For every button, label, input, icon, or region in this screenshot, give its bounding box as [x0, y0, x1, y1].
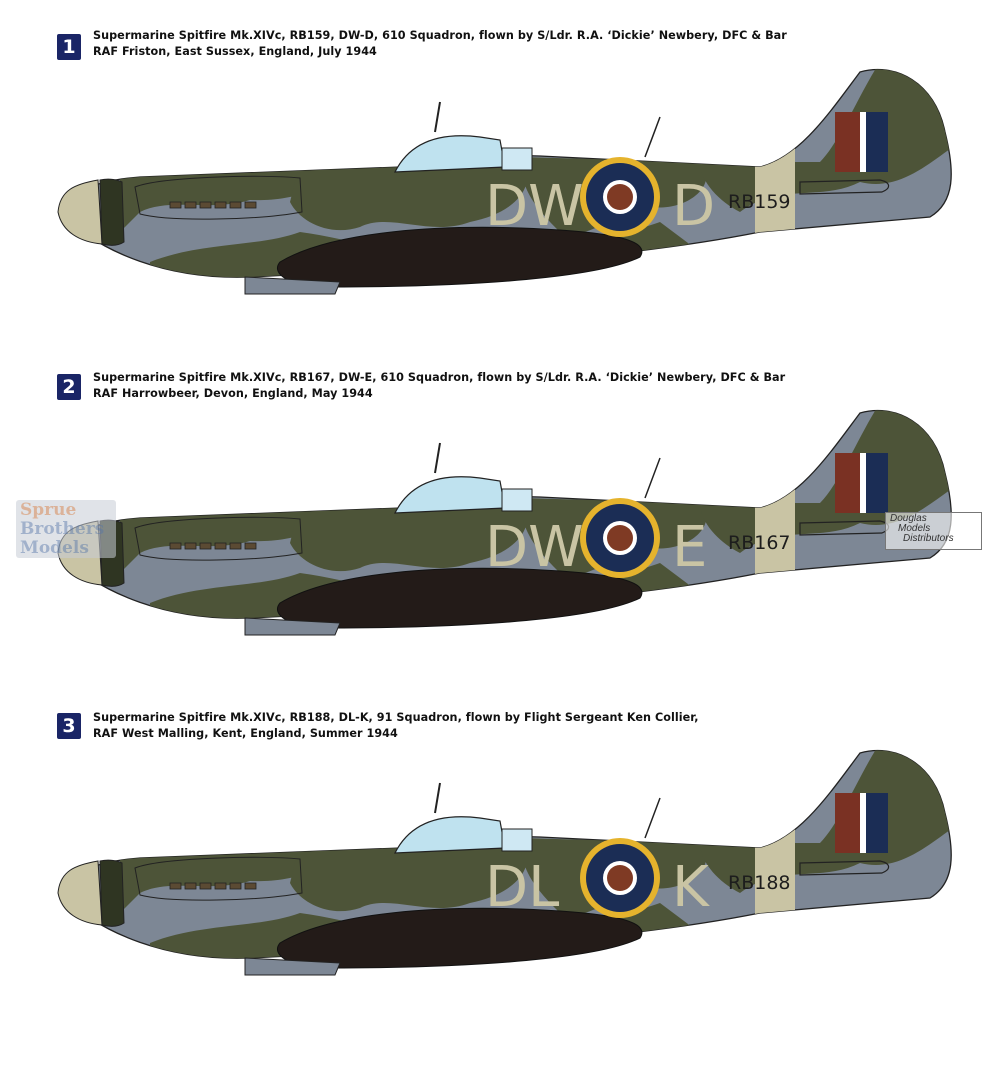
exhaust-stub [185, 543, 196, 549]
individual-aircraft-letter: E [672, 515, 708, 580]
serial-number: RB188 [728, 872, 791, 894]
spitfire-profile-illustration [0, 403, 1000, 733]
squadron-code-letters: DW [485, 174, 584, 239]
rear-canopy-glazing [502, 489, 532, 511]
exhaust-stub [200, 883, 211, 889]
fin-flash-white [860, 112, 866, 172]
fin-flash-red [835, 112, 860, 172]
watermark-line: Models [20, 538, 89, 558]
spitfire-profile-illustration [0, 62, 1000, 392]
fin-flash-white [860, 453, 866, 513]
watermark-line: Distributors [903, 533, 954, 544]
squadron-code-letters: DL [485, 855, 560, 920]
watermark-line: Sprue [20, 500, 77, 520]
serial-number: RB167 [728, 532, 791, 554]
caption-line-1: Supermarine Spitfire Mk.XIVc, RB167, DW-E, 610 Squadron, flown by S/Ldr. R.A. ‘Dickie’ Newbery, DFC & Bar [93, 371, 786, 384]
roundel-red [607, 184, 633, 210]
watermark-line: Douglas [890, 513, 927, 524]
spinner [58, 180, 102, 244]
profile-caption [93, 28, 787, 60]
exhaust-stub [245, 543, 256, 549]
spitfire-profile-illustration [0, 743, 1000, 1073]
caption-line-2: RAF Friston, East Sussex, England, July 1944 [93, 45, 377, 58]
exhaust-stub [215, 883, 226, 889]
aerial-mast [645, 798, 660, 838]
exhaust-stub [230, 883, 241, 889]
watermark-line: Brothers [20, 519, 105, 539]
exhaust-stub [200, 202, 211, 208]
aerial-mast [645, 117, 660, 157]
watermark-line: Models [898, 523, 931, 534]
propeller-hub [100, 179, 124, 245]
spinner [58, 861, 102, 925]
fin-flash-red [835, 453, 860, 513]
serial-number: RB159 [728, 191, 791, 213]
canopy [395, 136, 505, 172]
canopy [395, 477, 505, 513]
rear-view-mirror [435, 443, 440, 473]
exhaust-stub [230, 202, 241, 208]
fin-flash-blue [866, 453, 888, 513]
individual-aircraft-letter: K [672, 855, 709, 920]
rear-canopy-glazing [502, 829, 532, 851]
exhaust-stub [215, 543, 226, 549]
exhaust-stub [185, 883, 196, 889]
profile-number-badge: 3 [57, 713, 81, 739]
profile-number-badge: 1 [57, 34, 81, 60]
caption-line-1: Supermarine Spitfire Mk.XIVc, RB159, DW-D, 610 Squadron, flown by S/Ldr. R.A. ‘Dickie’ Newbery, DFC & Bar [93, 29, 787, 42]
propeller-hub [100, 860, 124, 926]
exhaust-stub [170, 543, 181, 549]
fin-flash-blue [866, 112, 888, 172]
caption-line-1: Supermarine Spitfire Mk.XIVc, RB188, DL-K, 91 Squadron, flown by Flight Sergeant Ken Collier, [93, 711, 699, 724]
exhaust-stub [200, 543, 211, 549]
individual-aircraft-letter: D [672, 174, 716, 239]
roundel-red [607, 865, 633, 891]
roundel-red [607, 525, 633, 551]
exhaust-stub [245, 202, 256, 208]
rear-view-mirror [435, 102, 440, 132]
exhaust-stub [185, 202, 196, 208]
caption-line-2: RAF West Malling, Kent, England, Summer 1944 [93, 727, 398, 740]
exhaust-stub [215, 202, 226, 208]
canopy [395, 817, 505, 853]
exhaust-stub [170, 202, 181, 208]
aerial-mast [645, 458, 660, 498]
rear-view-mirror [435, 783, 440, 813]
caption-line-2: RAF Harrowbeer, Devon, England, May 1944 [93, 387, 373, 400]
exhaust-stub [245, 883, 256, 889]
squadron-code-letters: DW [485, 515, 584, 580]
fin-flash-white [860, 793, 866, 853]
fin-flash-red [835, 793, 860, 853]
fin-flash-blue [866, 793, 888, 853]
exhaust-stub [170, 883, 181, 889]
profile-number-badge: 2 [57, 374, 81, 400]
exhaust-stub [230, 543, 241, 549]
rear-canopy-glazing [502, 148, 532, 170]
